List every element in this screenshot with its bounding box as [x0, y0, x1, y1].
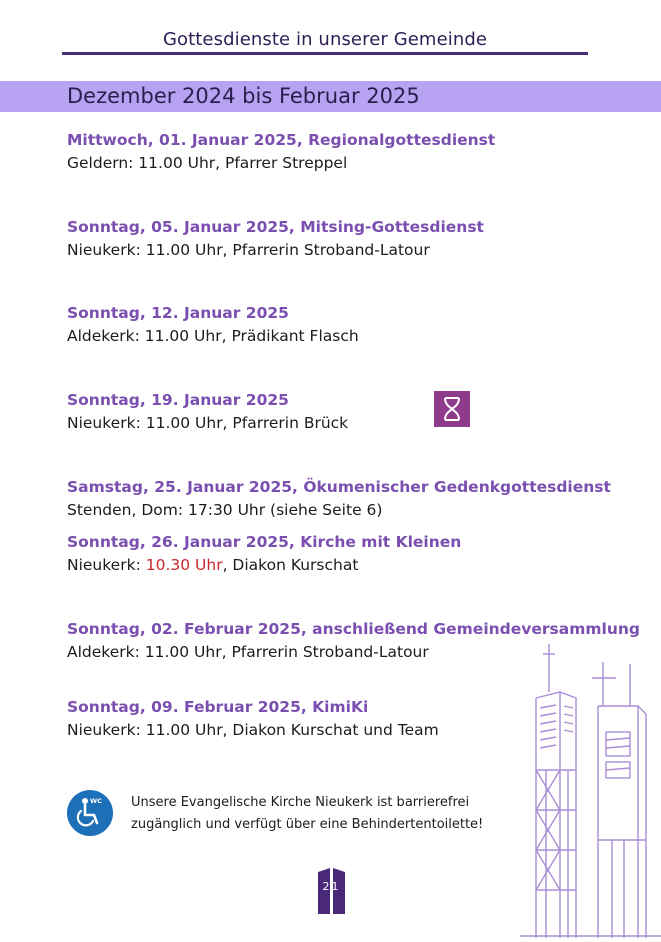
header-divider	[62, 52, 588, 55]
service-detail: Geldern: 11.00 Uhr, Pfarrer Streppel	[67, 154, 348, 172]
accessibility-line-1: Unsere Evangelische Kirche Nieukerk ist barrierefrei	[131, 795, 470, 810]
detail-person: , Diakon Kurschat	[222, 556, 359, 574]
service-title: Sonntag, 26. Januar 2025, Kirche mit Kleinen	[67, 533, 462, 551]
service-detail: Nieukerk: 11.00 Uhr, Pfarrerin Stroband-Latour	[67, 241, 430, 259]
service-title: Mittwoch, 01. Januar 2025, Regionalgottesdienst	[67, 131, 496, 149]
wheelchair-wc-icon	[67, 790, 113, 836]
page-number: 21	[322, 880, 341, 893]
service-entry	[67, 130, 495, 173]
service-detail: Aldekerk: 11.00 Uhr, Pfarrerin Stroband-Latour	[67, 643, 429, 661]
service-detail: Nieukerk: 11.00 Uhr, Pfarrerin Brück	[67, 414, 349, 432]
page-header-title: Gottesdienste in unserer Gemeinde	[162, 29, 488, 50]
service-entry	[67, 697, 439, 740]
service-title: Sonntag, 05. Januar 2025, Mitsing-Gottesdienst	[67, 218, 484, 236]
date-range-text: Dezember 2024 bis Februar 2025	[67, 84, 420, 108]
service-entry	[67, 303, 359, 346]
accessibility-line-2: zugänglich und verfügt über eine Behindertentoilette!	[131, 817, 484, 832]
service-detail: Nieukerk: 11.00 Uhr, Diakon Kurschat und Team	[67, 721, 439, 739]
service-title: Samstag, 25. Januar 2025, Ökumenischer Gedenkgottesdienst	[67, 478, 611, 496]
communion-chalice-icon	[434, 391, 470, 427]
service-title: Sonntag, 09. Februar 2025, KimiKi	[67, 698, 369, 716]
date-range-banner	[0, 81, 661, 112]
accessibility-note	[131, 792, 483, 836]
service-entry	[67, 477, 611, 520]
highlighted-time: 10.30 Uhr	[145, 556, 223, 574]
service-title: Sonntag, 12. Januar 2025	[67, 304, 289, 322]
wc-label: WC	[90, 797, 102, 805]
service-entry	[67, 532, 461, 575]
service-detail: Aldekerk: 11.00 Uhr, Prädikant Flasch	[67, 327, 359, 345]
service-detail: Stenden, Dom: 17:30 Uhr (siehe Seite 6)	[67, 501, 383, 519]
church-towers-icon	[520, 640, 661, 938]
service-entry	[67, 217, 484, 260]
service-detail	[67, 555, 461, 575]
detail-location: Nieukerk:	[67, 556, 146, 574]
service-entry	[67, 390, 348, 433]
service-title: Sonntag, 19. Januar 2025	[67, 391, 289, 409]
service-title: Sonntag, 02. Februar 2025, anschließend Gemeindeversammlung	[67, 620, 641, 638]
